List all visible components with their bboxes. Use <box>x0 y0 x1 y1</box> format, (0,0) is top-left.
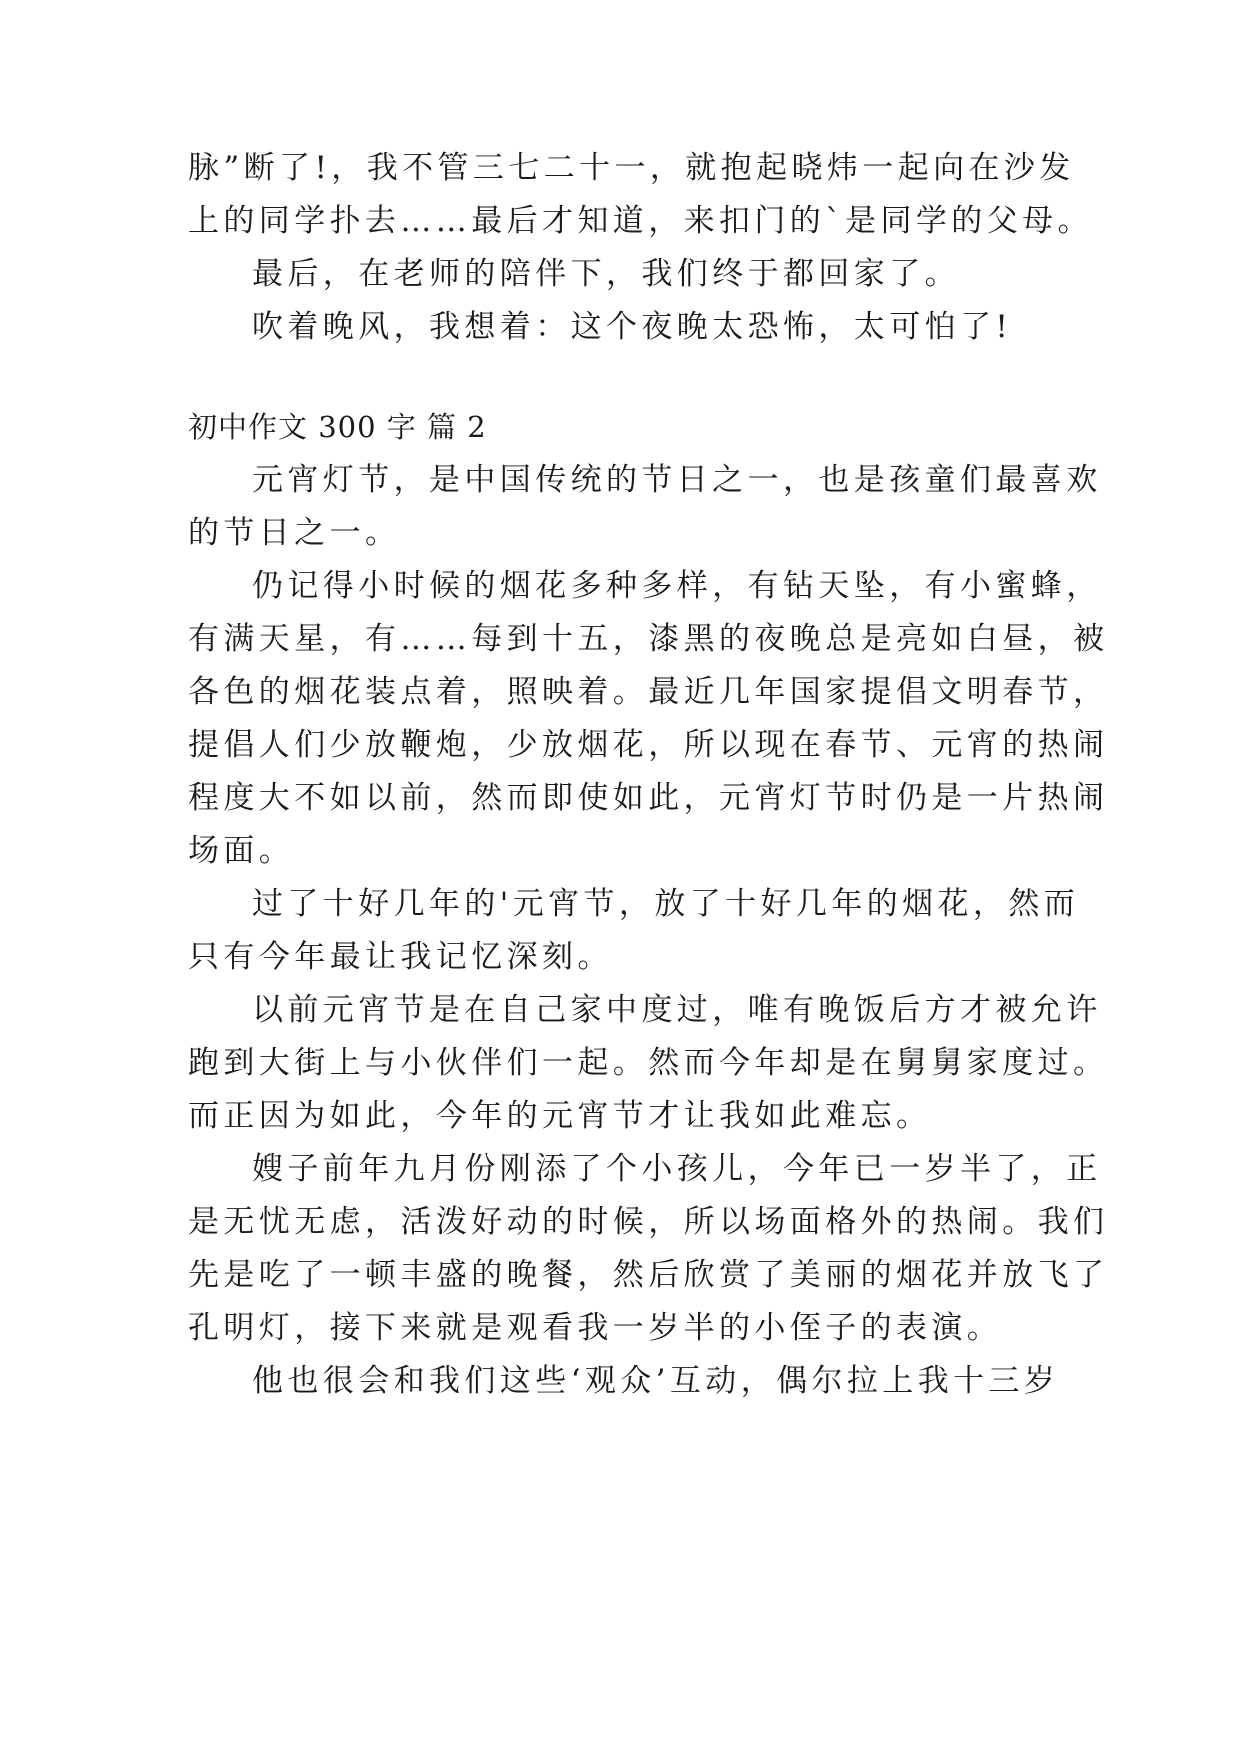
text-line: 先是吃了一顿丰盛的晚餐，然后欣赏了美丽的烟花并放飞了 <box>188 1257 1109 1293</box>
text-line: 过了十好几年的'元宵节，放了十好几年的烟花，然而 <box>252 886 1080 922</box>
text-line: 提倡人们少放鞭炮，少放烟花，所以现在春节、元宵的热闹 <box>188 727 1109 763</box>
text-line: 有满天星，有……每到十五，漆黑的夜晚总是亮如白昼，被 <box>188 621 1109 657</box>
text-line: 元宵灯节，是中国传统的节日之一，也是孩童们最喜欢 <box>252 462 1102 498</box>
text-line: 程度大不如以前，然而即使如此，元宵灯节时仍是一片热闹 <box>188 780 1109 816</box>
text-line: 而正因为如此，今年的元宵节才让我如此难忘。 <box>188 1098 932 1134</box>
text-line: 只有今年最让我记忆深刻。 <box>188 939 613 975</box>
paragraph: 最后，在老师的陪伴下，我们终于都回家了。 <box>252 256 960 292</box>
text-line: 仍记得小时候的烟花多种多样，有钻天坠，有小蜜蜂， <box>252 568 1102 604</box>
text-line: 脉”断了!，我不管三七二十一，就抱起晓炜一起向在沙发 <box>188 150 1075 186</box>
paragraph: 吹着晚风，我想着：这个夜晚太恐怖，太可怕了! <box>252 309 1013 345</box>
text-line: 上的同学扑去……最后才知道，来扣门的`是同学的父母。 <box>188 203 1093 239</box>
text-line: 各色的烟花装点着，照映着。最近几年国家提倡文明春节， <box>188 674 1109 710</box>
text-line: 孔明灯，接下来就是观看我一岁半的小侄子的表演。 <box>188 1310 1003 1346</box>
text-line: 嫂子前年九月份刚添了个小孩儿，今年已一岁半了，正 <box>252 1151 1102 1187</box>
text-line: 跑到大街上与小伙伴们一起。然而今年却是在舅舅家度过。 <box>188 1045 1109 1081</box>
section-heading: 初中作文 300 字 篇 2 <box>188 410 487 444</box>
text-line: 以前元宵节是在自己家中度过，唯有晚饭后方才被允许 <box>252 992 1102 1028</box>
text-line: 他也很会和我们这些‘观众’互动，偶尔拉上我十三岁 <box>252 1363 1060 1399</box>
text-line: 是无忧无虑，活泼好动的时候，所以场面格外的热闹。我们 <box>188 1204 1109 1240</box>
text-line: 的节日之一。 <box>188 515 401 551</box>
text-line: 场面。 <box>188 833 295 869</box>
